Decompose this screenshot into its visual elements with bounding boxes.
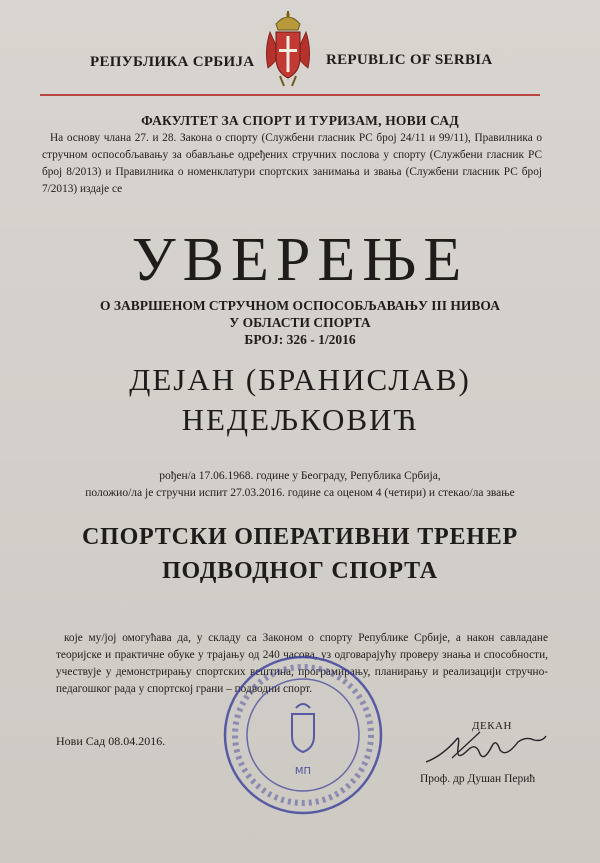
awarded-title	[0, 520, 600, 588]
subtitle-line-1: О ЗАВРШЕНОМ СТРУЧНОМ ОСПОСОБЉАВАЊУ III НИВОА	[99, 298, 501, 313]
subtitle-line-2: У ОБЛАСТИ СПОРТА	[229, 315, 371, 330]
serbian-coat-of-arms-icon	[258, 10, 318, 90]
recipient-name	[0, 360, 600, 440]
certificate-number: БРОЈ: 326 - 1/2016	[244, 332, 356, 347]
official-round-stamp-icon	[220, 652, 386, 818]
document-header	[0, 10, 600, 90]
header-country-english: REPUBLIC OF SERBIA	[326, 52, 493, 68]
awarded-title-line-1: СПОРТСКИ ОПЕРАТИВНИ ТРЕНЕР	[81, 524, 519, 550]
recipient-name-line-1: ДЕЈАН (БРАНИСЛАВ)	[129, 362, 471, 397]
certificate-subtitle	[0, 297, 600, 348]
header-country-serbian: РЕПУБЛИКА СРБИЈА	[90, 54, 255, 70]
certificate-title: УВЕРЕЊЕ	[131, 226, 469, 294]
issue-date: Нови Сад 08.04.2016.	[56, 734, 166, 748]
dean-name: Проф. др Душан Перић	[420, 773, 536, 785]
legal-preamble: На основу члана 27. и 28. Закона о спорту (Службени гласник РС број 24/11 и 99/11), Правилника о стручном оспособљавању за обављање одређених стручних послова у спорту (Службени гласник РС број 8/2013) и Правилника о номенклатури спортских занимања и звања (Службени гласник РС број 7/2013) издаје се	[42, 132, 542, 195]
header-divider	[40, 94, 540, 96]
awarded-title-line-2: ПОДВОДНОГ СПОРТА	[162, 558, 438, 584]
faculty-name: ФАКУЛТЕТ ЗА СПОРТ И ТУРИЗАМ, НОВИ САД	[141, 113, 459, 128]
recipient-details	[0, 468, 600, 502]
exam-info: положио/ла је стручни испит 27.03.2016. године са оценом 4 (четири) и стекао/ла звање	[85, 487, 515, 499]
birth-info: рођен/а 17.06.1968. године у Београду, Република Србија,	[159, 470, 441, 482]
handwritten-signature-icon	[422, 728, 552, 768]
dean-label: ДЕКАН	[472, 720, 512, 732]
stamp-center-text: МП	[294, 766, 312, 777]
recipient-name-line-2: НЕДЕЉКОВИЋ	[181, 402, 419, 437]
certificate-body-text: које му/јој омогућава да, у складу са Законом о спорту Републике Србије, а након савладане теоријске и практичне обуке у трајању од 240 часова, уз одговарајућу проверу знања и способности, учествује у демонстрирању спортских вештина, програмирању, планирању и реализацији стручно-педагошког рада у спортској грани – подводни спорт.	[56, 632, 548, 695]
